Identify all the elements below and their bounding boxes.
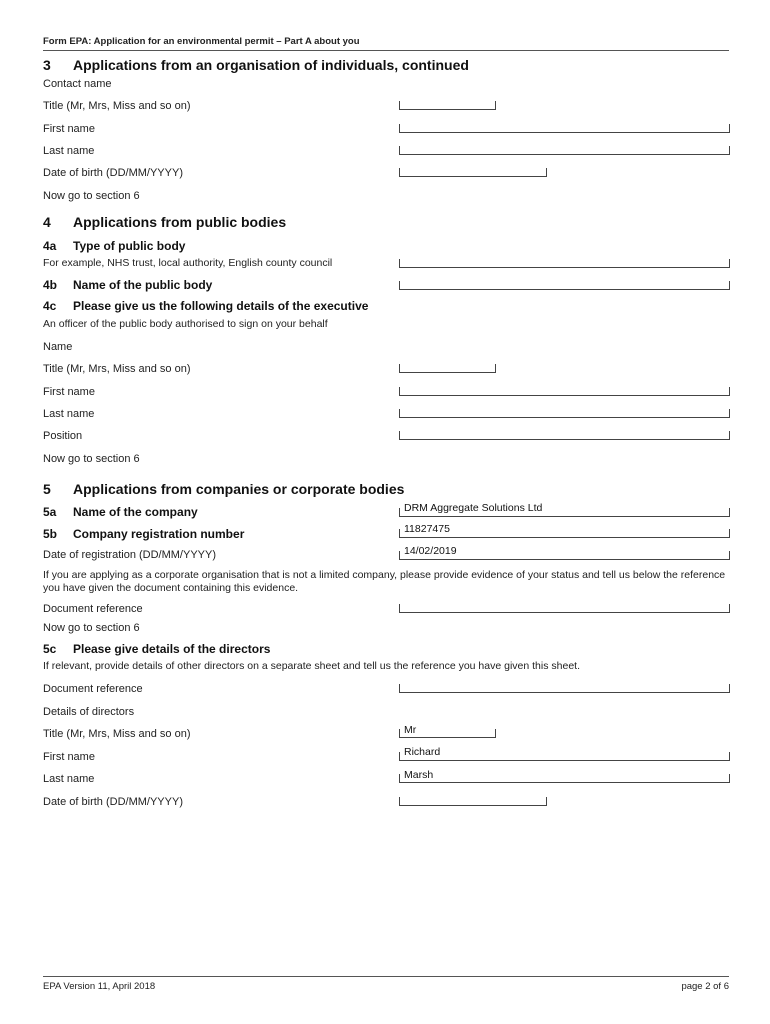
director-last-name-field[interactable] — [399, 774, 730, 783]
director-title-value: Mr — [404, 724, 417, 736]
s4-position-field[interactable] — [399, 431, 730, 440]
page-footer — [43, 976, 729, 992]
director-last-name-value: Marsh — [404, 769, 434, 781]
question-number: 4c — [43, 299, 57, 313]
question-number: 5c — [43, 642, 57, 656]
public-body-type-field[interactable] — [399, 259, 730, 268]
director-last-name-label: Last name — [43, 773, 95, 785]
company-reg-number-value: 11827475 — [404, 523, 450, 535]
q4a-heading — [43, 240, 185, 252]
director-dob-field[interactable] — [399, 797, 547, 806]
question-title: Type of public body — [73, 239, 186, 253]
q5c-heading — [43, 643, 270, 655]
section-4-heading — [43, 215, 286, 229]
section-title: Applications from companies or corporate bodies — [73, 481, 405, 497]
version-text: EPA Version 11, April 2018 — [43, 981, 156, 992]
s4-next-instruction: Now go to section 6 — [43, 453, 140, 465]
s4-first-name-field[interactable] — [399, 387, 730, 396]
s3-next-instruction: Now go to section 6 — [43, 190, 140, 202]
question-number: 5a — [43, 505, 57, 519]
section-number: 3 — [43, 57, 51, 73]
section-number: 5 — [43, 481, 51, 497]
s3-first-name-field[interactable] — [399, 124, 730, 133]
section-title: Applications from public bodies — [73, 214, 287, 230]
question-number: 5b — [43, 527, 58, 541]
director-first-name-field[interactable] — [399, 752, 730, 761]
section-3-heading — [43, 58, 469, 72]
directors-label: Details of directors — [43, 706, 135, 718]
question-title: Please give us the following details of the executive — [73, 299, 369, 313]
s4-name-label: Name — [43, 341, 73, 353]
reg-date-label: Date of registration (DD/MM/YYYY) — [43, 549, 216, 561]
s3-dob-field[interactable] — [399, 168, 547, 177]
reg-date-value: 14/02/2019 — [404, 545, 457, 557]
evidence-note: If you are applying as a corporate organisation that is not a limited company, please provide evidence of your status and tell us below the reference you have given the document containing this evidence. — [43, 569, 726, 594]
section-title: Applications from an organisation of individuals, continued — [73, 57, 469, 73]
doc-ref2-field[interactable] — [399, 684, 730, 693]
q4c-heading — [43, 300, 368, 312]
doc-ref-field[interactable] — [399, 604, 730, 613]
question-number: 4a — [43, 239, 57, 253]
q4a-description: For example, NHS trust, local authority, English county council — [43, 257, 333, 269]
contact-name-label: Contact name — [43, 78, 112, 90]
question-title: Please give details of the directors — [73, 642, 271, 656]
s3-title-field[interactable] — [399, 101, 496, 110]
director-dob-label: Date of birth (DD/MM/YYYY) — [43, 796, 183, 808]
s4-title-label: Title (Mr, Mrs, Miss and so on) — [43, 363, 191, 375]
s3-dob-label: Date of birth (DD/MM/YYYY) — [43, 167, 183, 179]
s3-title-label: Title (Mr, Mrs, Miss and so on) — [43, 100, 191, 112]
question-title: Name of the company — [73, 505, 198, 519]
question-number: 4b — [43, 278, 58, 292]
doc-ref-label: Document reference — [43, 603, 143, 615]
q4b-heading — [43, 279, 212, 291]
s4-first-name-label: First name — [43, 386, 95, 398]
company-name-value: DRM Aggregate Solutions Ltd — [404, 502, 543, 514]
s3-first-name-label: First name — [43, 123, 95, 135]
s4-title-field[interactable] — [399, 364, 496, 373]
s3-last-name-field[interactable] — [399, 146, 730, 155]
section-5-heading — [43, 482, 404, 496]
s4-position-label: Position — [43, 430, 83, 442]
s5-next-instruction: Now go to section 6 — [43, 622, 140, 634]
s3-last-name-label: Last name — [43, 145, 95, 157]
q5a-heading — [43, 506, 198, 518]
page-number: page 2 of 6 — [681, 981, 729, 992]
doc-ref2-label: Document reference — [43, 683, 143, 695]
q5b-heading — [43, 528, 244, 540]
question-title: Company registration number — [73, 527, 245, 541]
form-header: Form EPA: Application for an environmental permit – Part A about you — [43, 36, 729, 51]
public-body-name-field[interactable] — [399, 281, 730, 290]
s4-last-name-field[interactable] — [399, 409, 730, 418]
director-first-name-value: Richard — [404, 746, 441, 758]
section-number: 4 — [43, 214, 51, 230]
director-title-label: Title (Mr, Mrs, Miss and so on) — [43, 728, 191, 740]
director-first-name-label: First name — [43, 751, 95, 763]
q5c-description: If relevant, provide details of other directors on a separate sheet and tell us the reference you have given this sheet. — [43, 660, 580, 672]
question-title: Name of the public body — [73, 278, 213, 292]
q4c-description: An officer of the public body authorised to sign on your behalf — [43, 318, 328, 330]
s4-last-name-label: Last name — [43, 408, 95, 420]
